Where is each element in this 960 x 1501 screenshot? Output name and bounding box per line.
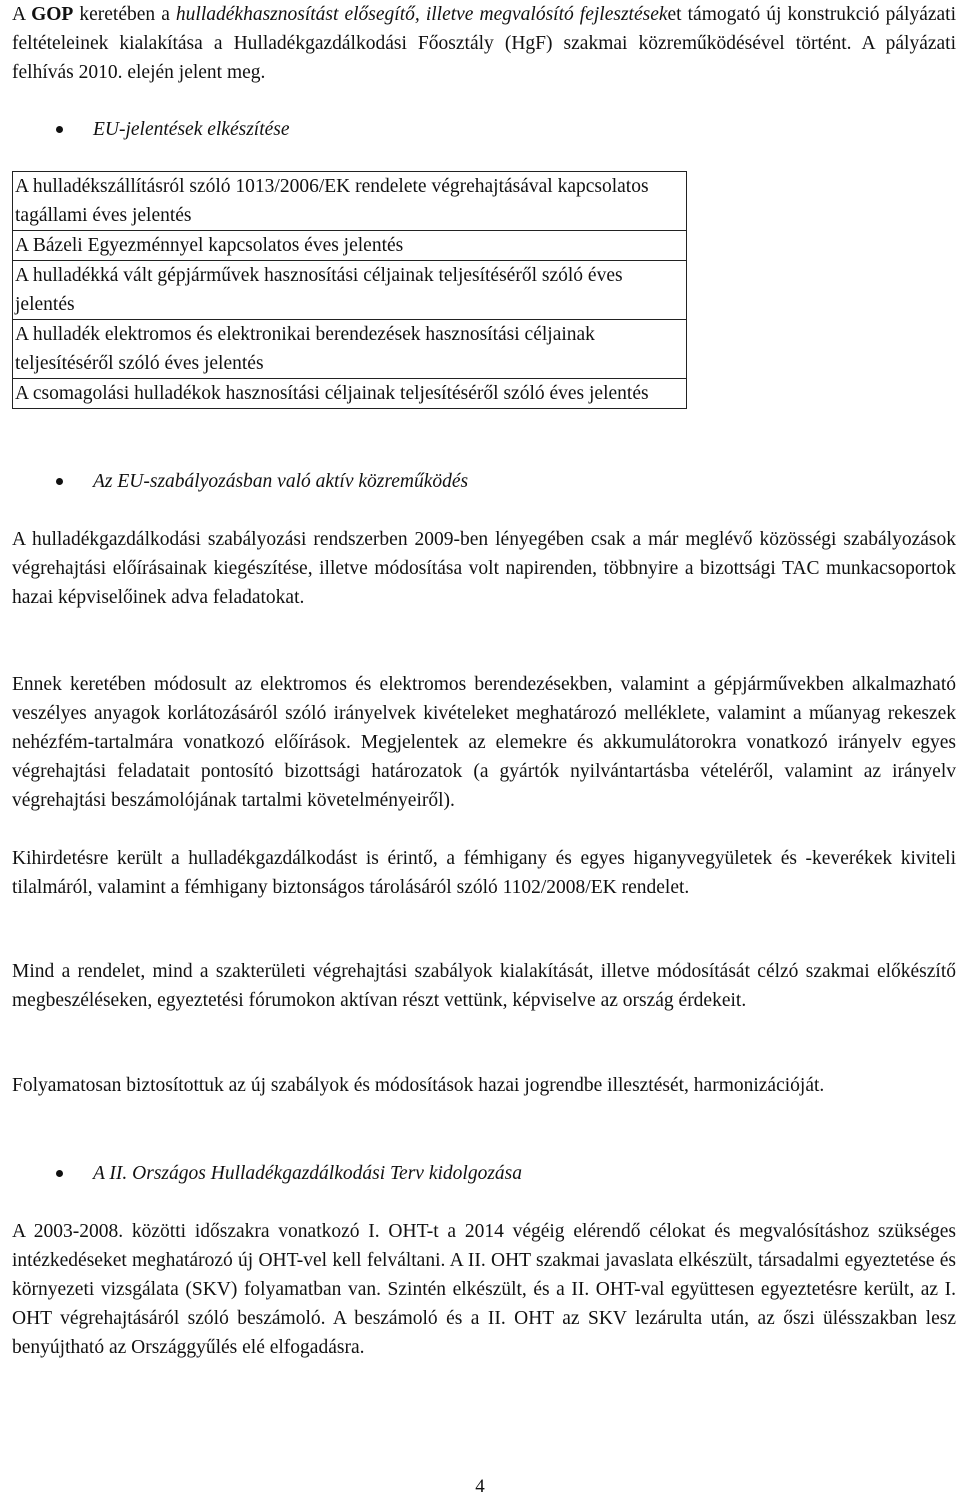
table-row: A hulladékszállításról szóló 1013/2006/EK rendelete végrehajtásával kapcsolatos tagállami éves jelentés: [13, 172, 686, 231]
paragraph-mercury: Kihirdetésre került a hulladékgazdálkodást is érintő, a fémhigany és egyes higanyvegyületek és -keverékek kiviteli tilalmáról, valamint a fémhigany biztonságos tárolásáról szóló 1102/2008/EK rendelet.: [12, 848, 956, 898]
bullet-label: A II. Országos Hulladékgazdálkodási Terv kidolgozása: [93, 1163, 522, 1184]
table-row: A hulladék elektromos és elektronikai berendezések hasznosítási céljainak teljesítéséről szóló éves jelentés: [13, 320, 686, 379]
paragraph-harmonization: Folyamatosan biztosítottuk az új szabályok és módosítások hazai jogrendbe illesztését, harmonizációját.: [12, 1075, 825, 1096]
bullet-dot-icon: [56, 478, 63, 485]
table-row: A csomagolási hulladékok hasznosítási céljainak teljesítéséről szóló éves jelentés: [15, 383, 649, 404]
bullet-eu-regulation: [58, 467, 468, 496]
paragraph-oht: A 2003-2008. közötti időszakra vonatkozó I. OHT-t a 2014 végéig elérendő célokat és megvalósításhoz szükséges intézkedéseket meghatározó új OHT-vel kell felváltani. A II. OHT szakmai javaslata elkészült, társadalmi egyeztetése és környezeti vizsgálata (SKV) folyamatban van. Szintén elkészült, és a II. OHT-val együttesen egyeztetésre került, az I. OHT végrehajtásáról szóló beszámoló. A beszámoló és a II. OHT az SKV lezárulta után, az őszi ülésszakban lesz benyújtható az Országgyűlés elé elfogadásra.: [12, 1221, 956, 1358]
gop-abbreviation: GOP: [31, 4, 74, 25]
bullet-oht: [58, 1159, 522, 1188]
bullet-label: Az EU-szabályozásban való aktív közreműködés: [93, 471, 469, 492]
bullet-eu-reports: [58, 115, 290, 144]
paragraph-amendments: Ennek keretében módosult az elektromos és elektromos berendezésekben, valamint a gépjárművekben alkalmazható veszélyes anyagok korlátozásáról szóló irányelvek kivételeket meghatározó melléklete, valamint a műanyag rekeszek nehézfém-tartalmára vonatkozó előírások. Megjelentek az elemekre és akkumulátorokra vonatkozó irányelv egyes végrehajtási feladatait pontosító bizottsági határozatok (a gyártók nyilvántartásba vételéről, valamint az irányelv végrehajtási beszámolójának tartalmi követelményeiről).: [12, 674, 956, 811]
bullet-dot-icon: [56, 1170, 63, 1177]
report-table: [12, 171, 687, 409]
intro-paragraph: A GOP keretében a hulladékhasznosítást elősegítő, illetve megvalósító fejlesztéseket támogató új konstrukció pályázati feltételeinek kialakítása a Hulladékgazdálkodási Főosztály (HgF) szakmai közreműködésével történt. A pályázati felhívás 2010. elején jelent meg.: [12, 4, 956, 83]
table-row: A Bázeli Egyezménnyel kapcsolatos éves jelentés: [13, 231, 686, 261]
table-row: A hulladékká vált gépjárművek hasznosítási céljainak teljesítéséről szóló éves jelentés: [13, 261, 686, 320]
paragraph-participation: Mind a rendelet, mind a szakterületi végrehajtási szabályok kialakítását, illetve módosítását célzó szakmai előkészítő megbeszéléseken, egyeztetési fórumokon aktívan részt vettünk, képviselve az ország érdekeit.: [12, 961, 956, 1011]
bullet-label: EU-jelentések elkészítése: [93, 119, 290, 140]
paragraph-regulation: A hulladékgazdálkodási szabályozási rendszerben 2009-ben lényegében csak a már meglévő közösségi szabályozások végrehajtási előírásainak kiegészítése, illetve módosítása volt napirenden, többnyire a bizottsági TAC munkacsoportok hazai képviselőinek adva feladatokat.: [12, 529, 956, 608]
page-number: 4: [475, 1476, 485, 1497]
bullet-dot-icon: [56, 126, 63, 133]
